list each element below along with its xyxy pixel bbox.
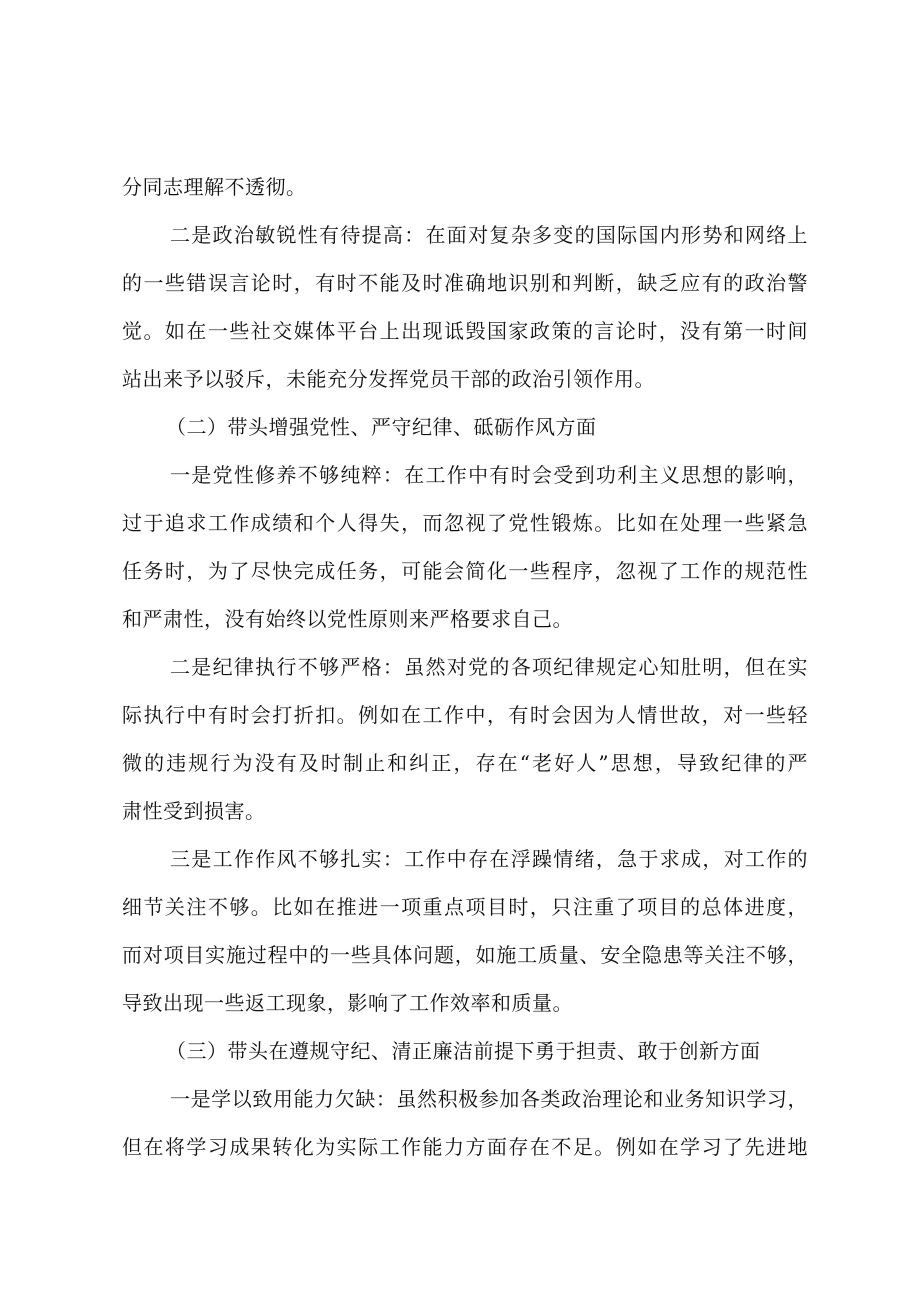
paragraph-line: 站出来予以驳斥，未能充分发挥党员干部的政治引领作用。 [122, 367, 655, 391]
paragraph-line: 一是学以致用能力欠缺：虽然积极参加各类政治理论和业务知识学习， [170, 1087, 808, 1111]
paragraph-line: 二是政治敏锐性有待提高：在面对复杂多变的国际国内形势和网络上 [170, 223, 808, 247]
paragraph-line: 微的违规行为没有及时制止和纠正，存在“老好人”思想，导致纪律的严 [122, 751, 808, 775]
paragraph-line: 肃性受到损害。 [122, 799, 266, 823]
paragraph-line: 任务时，为了尽快完成任务，可能会简化一些程序，忽视了工作的规范性 [122, 559, 808, 583]
paragraph-line: 细节关注不够。比如在推进一项重点项目时，只注重了项目的总体进度， [122, 895, 808, 919]
paragraph-line: 但在将学习成果转化为实际工作能力方面存在不足。例如在学习了先进地 [122, 1135, 808, 1159]
section-heading: （二）带头增强党性、严守纪律、砥砺作风方面 [166, 415, 597, 439]
paragraph-line: 二是纪律执行不够严格：虽然对党的各项纪律规定心知肚明，但在实 [170, 655, 808, 679]
paragraph-line: 导致出现一些返工现象，影响了工作效率和质量。 [122, 991, 573, 1015]
paragraph-line: 而对项目实施过程中的一些具体问题，如施工质量、安全隐患等关注不够， [122, 943, 808, 967]
paragraph-line: 过于追求工作成绩和个人得失，而忽视了党性锻炼。比如在处理一些紧急 [122, 511, 808, 535]
paragraph-line: 分同志理解不透彻。 [122, 175, 307, 199]
paragraph-line: 三是工作作风不够扎实：工作中存在浮躁情绪，急于求成，对工作的 [170, 847, 808, 871]
paragraph-line: 一是党性修养不够纯粹：在工作中有时会受到功利主义思想的影响， [170, 463, 808, 487]
document-body [122, 163, 808, 1171]
section-heading: （三）带头在遵规守纪、清正廉洁前提下勇于担责、敢于创新方面 [166, 1039, 761, 1063]
paragraph-line: 的一些错误言论时，有时不能及时准确地识别和判断，缺乏应有的政治警 [122, 271, 808, 295]
paragraph-line: 际执行中有时会打折扣。例如在工作中，有时会因为人情世故，对一些轻 [122, 703, 808, 727]
paragraph-line: 觉。如在一些社交媒体平台上出现诋毁国家政策的言论时，没有第一时间 [122, 319, 808, 343]
paragraph-line: 和严肃性，没有始终以党性原则来严格要求自己。 [122, 607, 573, 631]
